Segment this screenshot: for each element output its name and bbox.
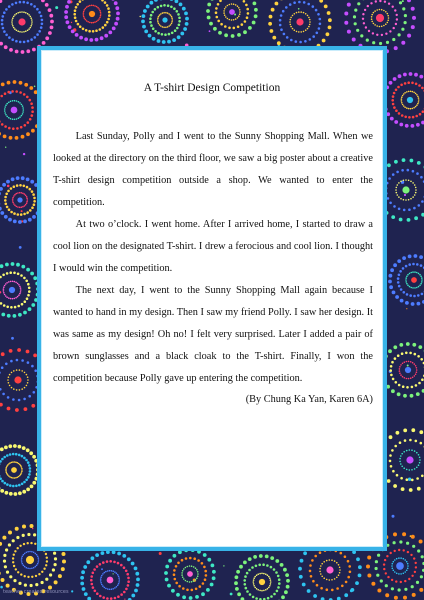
author-signature: (By Chung Ka Yan, Karen 6A) <box>245 394 373 405</box>
document-page <box>37 46 387 551</box>
publisher-credit: teacher created resources <box>3 589 69 595</box>
document-title: A T-shirt Design Competition <box>143 82 281 94</box>
paragraph-1: Last Sunday, Polly and I went to the Sunny Shopping Mall. When we looked at the directory on the third floor, we saw a big poster about a creative T-shirt design competition outside a shop. We wanted to enter the competition. <box>53 131 373 208</box>
paragraph-2: At two o’clock. I went home. After I arrived home, I started to draw a cool lion on the designated T-shirt. I drew a ferocious and cool lion. I thought I would win the competition. <box>53 219 373 274</box>
paragraph-3: The next day, I went to the Sunny Shopping Mall again because I wanted to hand in my design. Then I saw my friend Polly. I saw her design. It was same as my design! Oh no! I felt very surprised. Later I added a pair of brown sunglasses and a black cloak to the T-shirt. Finally, I won the competition because Polly gave up entering the competition. <box>53 285 373 384</box>
document-body <box>53 126 373 408</box>
